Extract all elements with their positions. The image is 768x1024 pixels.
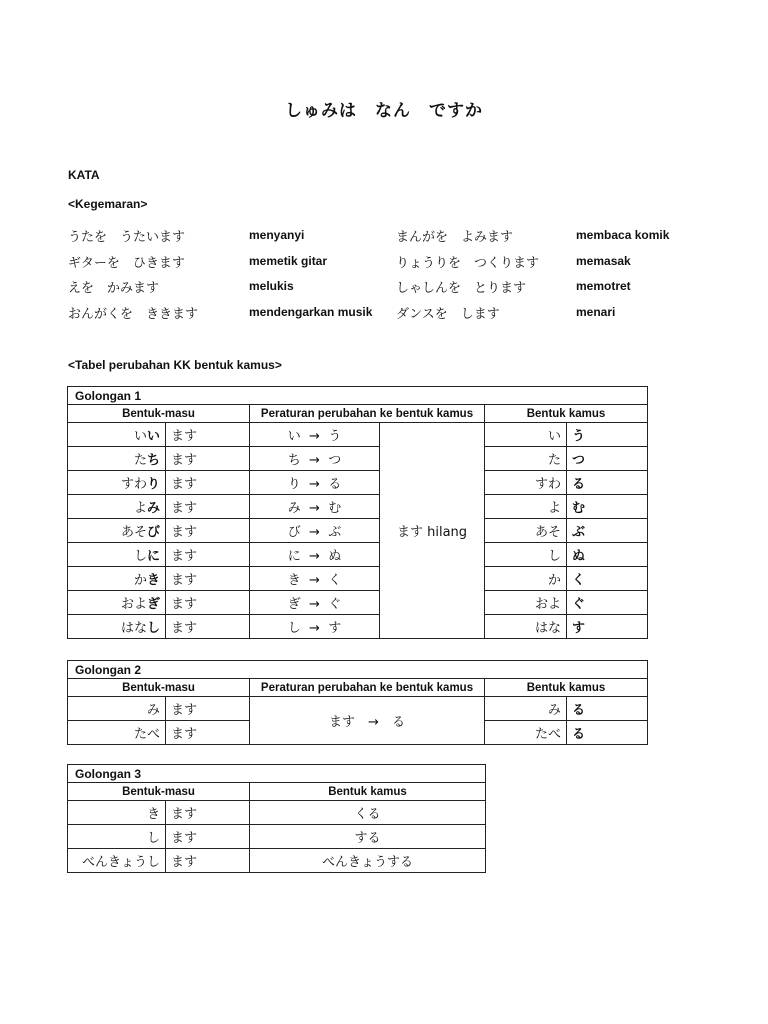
table-row: [68, 697, 648, 721]
masu-stem-changing: い: [146, 429, 160, 444]
vocab-jp: うたを うたいます: [68, 230, 186, 245]
dict-ending: ぬ: [567, 543, 648, 567]
rule-from: ち: [287, 453, 301, 468]
masu-suffix: ます: [166, 849, 250, 873]
rule-cell: [250, 471, 380, 495]
group2-rule: ます → る: [250, 697, 485, 745]
dict-form: する: [250, 825, 486, 849]
vocab-meaning: membaca komik: [576, 228, 670, 242]
dict-ending: う: [567, 423, 648, 447]
group3-caption: Golongan 3: [68, 765, 486, 783]
masu-suffix: ます: [166, 567, 250, 591]
arrow-icon: →: [309, 597, 320, 612]
masu-stem-changing: ぎ: [146, 597, 160, 612]
table-row: [68, 495, 648, 519]
masu-stem-base: はな: [120, 621, 147, 636]
vocab-jp: おんがくを ききます: [68, 306, 199, 322]
rule-to: す: [328, 621, 342, 636]
masu-stem-base: か: [133, 573, 147, 588]
masu-suffix: ます: [166, 423, 250, 447]
table-row: [68, 849, 486, 873]
col-header-dict: Bentuk kamus: [485, 679, 648, 697]
vocab-jp: しゃしんを とります: [396, 281, 527, 296]
rule-cell: [250, 447, 380, 471]
arrow-icon: →: [309, 477, 320, 492]
masu-stem-base: すわ: [120, 477, 147, 492]
rule-cell: [250, 495, 380, 519]
masu-stem-base: よ: [133, 501, 147, 516]
col-header-dict: Bentuk kamus: [485, 405, 648, 423]
rule-cell: [250, 615, 380, 639]
masu-stem-base: た: [133, 453, 147, 468]
dict-stem: み: [485, 697, 567, 721]
dict-form: くる: [250, 801, 486, 825]
table-row: [68, 423, 648, 447]
table-row: [68, 591, 648, 615]
masu-suffix: ます: [166, 825, 250, 849]
kata-heading: KATA: [68, 168, 100, 182]
dict-ending: む: [567, 495, 648, 519]
masu-stem: し: [68, 825, 166, 849]
dict-stem: し: [485, 543, 567, 567]
dict-stem: はな: [485, 615, 567, 639]
vocab-jp: えを かみます: [68, 281, 160, 296]
group3-table: [67, 764, 486, 873]
masu-stem: [68, 495, 166, 519]
table-row: [68, 471, 648, 495]
vocab-meaning: memasak: [576, 253, 631, 268]
vocab-row: [68, 277, 708, 303]
rule-to: つ: [328, 453, 342, 468]
rule-to: う: [328, 429, 342, 444]
masu-stem: [68, 615, 166, 639]
masu-suffix: ます: [166, 591, 250, 615]
rule-to: ぐ: [328, 597, 342, 612]
masu-stem: み: [68, 697, 166, 721]
arrow-icon: →: [309, 549, 320, 564]
col-header-dict: Bentuk kamus: [250, 783, 486, 801]
dict-ending: ぶ: [567, 519, 648, 543]
masu-suffix: ます: [166, 615, 250, 639]
masu-suffix: ます: [166, 447, 250, 471]
vocab-jp: ギターを ひきます: [68, 255, 185, 271]
masu-suffix: ます: [166, 543, 250, 567]
masu-stem: たべ: [68, 721, 166, 745]
rule-to: む: [328, 501, 342, 516]
table-row: [68, 567, 648, 591]
col-header-rule: Peraturan perubahan ke bentuk kamus: [250, 405, 485, 423]
masu-hilang-note: ます hilang: [380, 423, 485, 639]
vocab-meaning: mendengarkan musik: [249, 304, 373, 319]
rule-cell: [250, 591, 380, 615]
vocab-meaning: melukis: [249, 279, 294, 293]
vocab-row: [68, 303, 708, 329]
table-row: [68, 543, 648, 567]
page-title: しゅみは なん ですか: [285, 101, 483, 121]
dict-stem: およ: [485, 591, 567, 615]
dict-ending: る: [567, 721, 648, 745]
dict-ending: る: [567, 471, 648, 495]
masu-stem: [68, 567, 166, 591]
rule-from: に: [287, 549, 301, 564]
rule-from: み: [287, 501, 301, 516]
dict-ending: ぐ: [567, 591, 648, 615]
col-header-rule: Peraturan perubahan ke bentuk kamus: [250, 679, 485, 697]
vocab-jp: まんがを よみます: [396, 230, 514, 245]
masu-stem-base: い: [133, 429, 147, 444]
rule-to: ぬ: [328, 549, 342, 564]
group2-caption: Golongan 2: [68, 661, 648, 679]
masu-stem-changing: き: [146, 573, 160, 588]
masu-stem: [68, 447, 166, 471]
masu-suffix: ます: [166, 495, 250, 519]
col-header-masu: Bentuk-masu: [68, 783, 250, 801]
rule-from: び: [287, 525, 301, 540]
masu-stem-changing: し: [146, 621, 160, 636]
vocab-list: [68, 226, 708, 328]
arrow-icon: →: [309, 573, 320, 588]
arrow-icon: →: [309, 501, 320, 516]
table-row: [68, 447, 648, 471]
col-header-masu: Bentuk-masu: [68, 405, 250, 423]
dict-stem: よ: [485, 495, 567, 519]
rule-to: ぶ: [328, 525, 342, 540]
rule-cell: [250, 423, 380, 447]
table-heading: <Tabel perubahan KK bentuk kamus>: [68, 358, 282, 372]
rule-cell: [250, 519, 380, 543]
arrow-icon: →: [309, 453, 320, 468]
arrow-icon: →: [309, 621, 320, 636]
table-row: [68, 825, 486, 849]
dict-ending: つ: [567, 447, 648, 471]
masu-stem-base: あそ: [120, 525, 147, 540]
group1-table: [67, 386, 648, 639]
dict-stem: か: [485, 567, 567, 591]
group2-table: [67, 660, 648, 745]
masu-stem-changing: び: [146, 525, 160, 540]
rule-from: し: [287, 621, 301, 636]
masu-suffix: ます: [166, 697, 250, 721]
masu-stem: [68, 519, 166, 543]
hobby-heading: <Kegemaran>: [68, 197, 148, 211]
rule-from: ぎ: [287, 597, 301, 612]
dict-stem: た: [485, 447, 567, 471]
rule-from: い: [287, 429, 301, 444]
dict-stem: すわ: [485, 471, 567, 495]
vocab-jp: ダンスを します: [396, 306, 500, 322]
group1-caption: Golongan 1: [68, 387, 648, 405]
masu-stem: [68, 471, 166, 495]
table-row: [68, 615, 648, 639]
vocab-meaning: memetik gitar: [249, 253, 328, 268]
rule-from: り: [287, 477, 301, 492]
dict-stem: い: [485, 423, 567, 447]
rule-to: る: [328, 477, 342, 492]
masu-suffix: ます: [166, 519, 250, 543]
dict-stem: たべ: [485, 721, 567, 745]
rule-from: き: [287, 573, 301, 588]
dict-ending: く: [567, 567, 648, 591]
masu-stem-base: し: [133, 549, 147, 564]
rule-cell: [250, 543, 380, 567]
masu-stem-changing: み: [146, 501, 160, 516]
col-header-masu: Bentuk-masu: [68, 679, 250, 697]
masu-stem: [68, 423, 166, 447]
dict-ending: す: [567, 615, 648, 639]
masu-stem: [68, 591, 166, 615]
vocab-jp: りょうりを つくります: [396, 255, 540, 271]
masu-suffix: ます: [166, 801, 250, 825]
masu-stem: べんきょうし: [68, 849, 166, 873]
table-row: [68, 519, 648, 543]
masu-stem: き: [68, 801, 166, 825]
masu-suffix: ます: [166, 471, 250, 495]
arrow-icon: →: [309, 525, 320, 540]
table-row: [68, 801, 486, 825]
rule-cell: [250, 567, 380, 591]
vocab-meaning: menyanyi: [249, 228, 305, 242]
rule-to: く: [328, 573, 342, 588]
masu-stem: [68, 543, 166, 567]
vocab-meaning: memotret: [576, 279, 631, 293]
masu-stem-base: およ: [120, 597, 147, 612]
dict-ending: る: [567, 697, 648, 721]
arrow-icon: →: [309, 429, 320, 444]
dict-stem: あそ: [485, 519, 567, 543]
dict-form: べんきょうする: [250, 849, 486, 873]
vocab-meaning: menari: [576, 304, 616, 319]
masu-suffix: ます: [166, 721, 250, 745]
masu-stem-changing: り: [146, 477, 160, 492]
vocab-row: [68, 252, 708, 278]
masu-stem-changing: に: [146, 549, 160, 564]
vocab-row: [68, 226, 708, 252]
masu-stem-changing: ち: [146, 453, 160, 468]
